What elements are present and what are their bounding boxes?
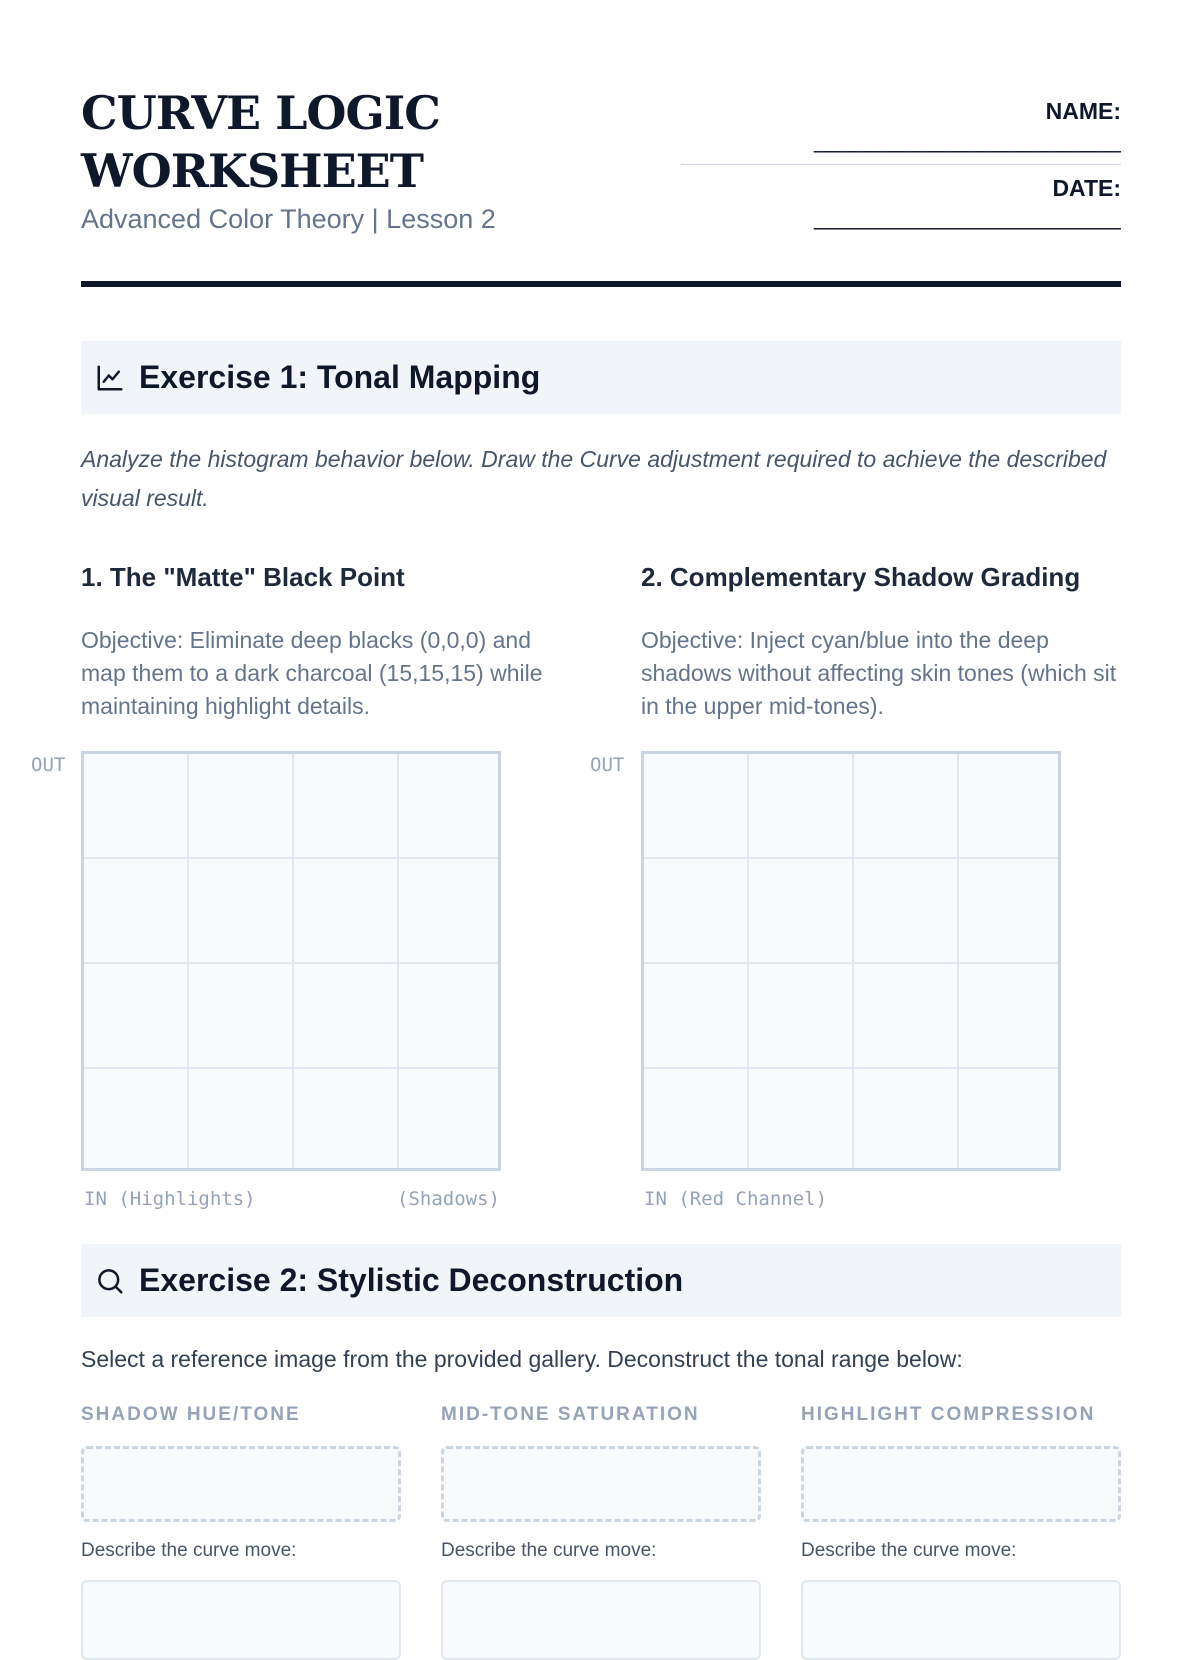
task-2-curve-grid[interactable] — [641, 751, 1061, 1171]
task-2-title: 2. Complementary Shadow Grading — [641, 562, 1081, 592]
date-field[interactable]: ________________________ — [814, 204, 1121, 230]
task-1-objective: Objective: Eliminate deep blacks (0,0,0) and map them to a dark charcoal (15,15,15) while maintaining highlight details. — [81, 627, 543, 719]
midtone-swatch-box[interactable] — [441, 1446, 761, 1522]
highlight-label: HIGHLIGHT COMPRESSION — [801, 1404, 1096, 1425]
task-1-x-axis-label-left: IN (Highlights) — [84, 1188, 256, 1210]
midtone-label: MID-TONE SATURATION — [441, 1404, 700, 1425]
task-2-y-axis-label: OUT — [590, 754, 625, 776]
exercise-1-header — [81, 341, 1121, 414]
highlight-describe-field[interactable] — [801, 1580, 1121, 1660]
exercise-1-instructions: Analyze the histogram behavior below. Draw the Curve adjustment required to achieve the described visual result. — [81, 446, 1107, 511]
shadow-column — [81, 1404, 401, 1660]
task-1-y-axis-label: OUT — [31, 754, 66, 776]
date-label: DATE: — [1052, 175, 1121, 201]
title-line-1: CURVE LOGIC — [81, 86, 440, 140]
task-2-x-axis-label: IN (Red Channel) — [644, 1188, 828, 1210]
task-1-title: 1. The "Matte" Black Point — [81, 562, 405, 592]
worksheet-page — [31, 0, 1121, 1600]
highlight-column — [801, 1404, 1121, 1660]
search-icon — [95, 1266, 125, 1296]
shadow-swatch-box[interactable] — [81, 1446, 401, 1522]
shadow-describe-label: Describe the curve move: — [81, 1540, 297, 1561]
exercise-2-header — [81, 1244, 1121, 1317]
shadow-label: SHADOW HUE/TONE — [81, 1404, 301, 1425]
midtone-column — [441, 1404, 761, 1660]
task-2-objective: Objective: Inject cyan/blue into the deep shadows without affecting skin tones (which sit in the upper mid-tones). — [641, 627, 1117, 719]
highlight-swatch-box[interactable] — [801, 1446, 1121, 1522]
worksheet-title — [81, 84, 681, 200]
shadow-describe-field[interactable] — [81, 1580, 401, 1660]
task-1-curve-grid[interactable] — [81, 751, 501, 1171]
title-line-2: WORKSHEET — [81, 144, 423, 198]
worksheet-subtitle: Advanced Color Theory | Lesson 2 — [81, 204, 496, 234]
exercise-2-intro: Select a reference image from the provided gallery. Deconstruct the tonal range below: — [81, 1346, 963, 1372]
exercise-2-title: Exercise 2: Stylistic Deconstruction — [139, 1262, 684, 1298]
header-divider — [81, 281, 1121, 287]
midtone-describe-label: Describe the curve move: — [441, 1540, 657, 1561]
line-chart-icon — [95, 363, 125, 393]
name-label: NAME: — [1045, 98, 1121, 124]
exercise-1-title: Exercise 1: Tonal Mapping — [139, 359, 541, 395]
highlight-describe-label: Describe the curve move: — [801, 1540, 1017, 1561]
student-info — [681, 96, 1121, 237]
task-1-x-axis-label-right: (Shadows) — [397, 1188, 500, 1210]
midtone-describe-field[interactable] — [441, 1580, 761, 1660]
name-field[interactable]: ________________________ — [681, 126, 1121, 165]
